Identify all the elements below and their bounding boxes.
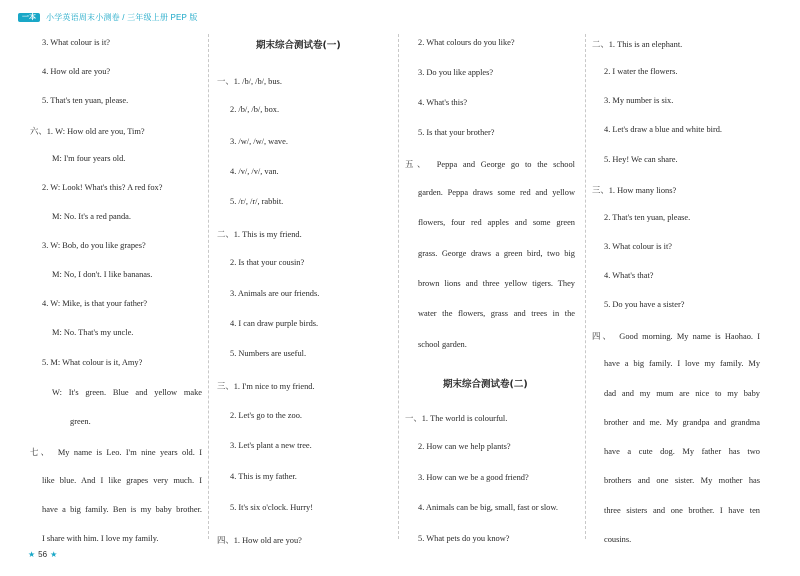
answer-line: 一、1. /b/, /b/, bus. — [217, 77, 282, 86]
answer-line: have a cute dog. My father has two — [604, 447, 760, 456]
answer-line: 5. That's ten yuan, please. — [42, 96, 129, 105]
answer-line: 4. Let's draw a blue and white bird. — [604, 125, 723, 134]
answer-line: 3. How can we be a good friend? — [418, 473, 529, 482]
answer-line: 4. What's that? — [604, 271, 654, 280]
answer-line: garden. Peppa draws some red and yellow — [418, 188, 575, 197]
star-icon: ★ — [28, 550, 36, 559]
answer-line: 3. Animals are our friends. — [230, 289, 320, 298]
answer-line: 4. This is my father. — [230, 472, 297, 481]
answer-line: 3. W: Bob, do you like grapes? — [42, 241, 146, 250]
answer-line: 5. M: What colour is it, Amy? — [42, 358, 143, 367]
section-title: 期末综合测试卷(二) — [443, 379, 528, 390]
answer-line: 2. How can we help plants? — [418, 442, 511, 451]
column-divider — [208, 34, 209, 539]
answer-line: 5. /r/, /r/, rabbit. — [230, 197, 284, 206]
answer-line: 3. What colour is it? — [42, 38, 110, 47]
column-divider — [398, 34, 399, 539]
answer-line: W: It's green. Blue and yellow make — [52, 388, 202, 397]
answer-line: 2. That's ten yuan, please. — [604, 213, 691, 222]
answer-line: grass. George draws a green bird, two big — [418, 249, 575, 258]
star-icon: ★ — [50, 550, 58, 559]
page-header — [18, 11, 198, 23]
answer-line: 5. Hey! We can share. — [604, 155, 678, 164]
brand-logo: 一本 — [18, 13, 40, 22]
answer-line: 七、 My name is Leo. I'm nine years old. I — [30, 448, 202, 457]
answer-line: 4. W: Mike, is that your father? — [42, 299, 148, 308]
answer-line: 2. Let's go to the zoo. — [230, 411, 302, 420]
answer-line: dad and my mum are nice to my baby — [604, 389, 760, 398]
answer-line: brother and me. My grandpa and grandma — [604, 418, 760, 427]
answer-line: 4. How old are you? — [42, 67, 111, 76]
answer-line: 三、1. How many lions? — [592, 186, 677, 195]
answer-line: M: No, I don't. I like bananas. — [52, 270, 153, 279]
answer-line: 5. Numbers are useful. — [230, 349, 307, 358]
answer-line: 3. What colour is it? — [604, 242, 672, 251]
header-title: 小学英语周末小测卷 / 三年级上册 PEP 版 — [46, 12, 198, 22]
answer-line: 三、1. I'm nice to my friend. — [217, 382, 315, 391]
section-title: 期末综合测试卷(一) — [256, 40, 341, 51]
answer-line: 二、1. This is an elephant. — [592, 40, 683, 49]
answer-line: 3. My number is six. — [604, 96, 674, 105]
answer-line: M: No. That's my uncle. — [52, 328, 134, 337]
answer-line: 2. Is that your cousin? — [230, 258, 305, 267]
answer-line: 2. /b/, /b/, box. — [230, 105, 280, 114]
answer-line: 四、 Good morning. My name is Haohao. I — [592, 332, 760, 341]
answer-line: 4. Animals can be big, small, fast or slow. — [418, 503, 558, 512]
answer-line: water the flowers, grass and trees in the — [418, 309, 575, 318]
answer-line: cousins. — [604, 535, 632, 544]
answer-line: 2. I water the flowers. — [604, 67, 678, 76]
answer-line: have a big family. Ben is my baby brother. — [42, 505, 202, 514]
answer-line: 5. It's six o'clock. Hurry! — [230, 503, 314, 512]
answer-line: 3. Do you like apples? — [418, 68, 494, 77]
column-divider — [585, 34, 586, 539]
answer-line: I share with him. I love my family. — [42, 534, 159, 543]
answer-line: three sisters and one brother. I have ten — [604, 506, 760, 515]
answer-line: have a big family. I love my family. My — [604, 359, 760, 368]
page-footer — [28, 550, 57, 559]
answer-line: 5. Is that your brother? — [418, 128, 495, 137]
answer-line: 5. What pets do you know? — [418, 534, 510, 543]
answer-line: 3. /w/, /w/, wave. — [230, 137, 288, 146]
answer-line: 四、1. How old are you? — [217, 536, 302, 545]
answer-line: 4. /v/, /v/, van. — [230, 167, 279, 176]
answer-line: brothers and one sister. My mother has — [604, 476, 760, 485]
answer-line: school garden. — [418, 340, 467, 349]
answer-line: 4. I can draw purple birds. — [230, 319, 319, 328]
answer-line: 4. What's this? — [418, 98, 468, 107]
answer-line: like blue. And I like grapes very much. I — [42, 476, 202, 485]
answer-line: M: I'm four years old. — [52, 154, 126, 163]
answer-line: green. — [70, 417, 91, 426]
answer-line: 3. Let's plant a new tree. — [230, 441, 312, 450]
answer-line: brown lions and three yellow tigers. They — [418, 279, 575, 288]
answer-line: 五、 Peppa and George go to the school — [405, 160, 575, 169]
answer-line: flowers, four red apples and some green — [418, 218, 575, 227]
answer-line: 5. Do you have a sister? — [604, 300, 685, 309]
page-number: 56 — [38, 550, 48, 559]
answer-line: 2. What colours do you like? — [418, 38, 515, 47]
answer-line: 2. W: Look! What's this? A red fox? — [42, 183, 163, 192]
answer-line: 一、1. The world is colourful. — [405, 414, 508, 423]
answer-line: 六、1. W: How old are you, Tim? — [30, 127, 145, 136]
answer-line: M: No. It's a red panda. — [52, 212, 131, 221]
answer-line: 二、1. This is my friend. — [217, 230, 302, 239]
